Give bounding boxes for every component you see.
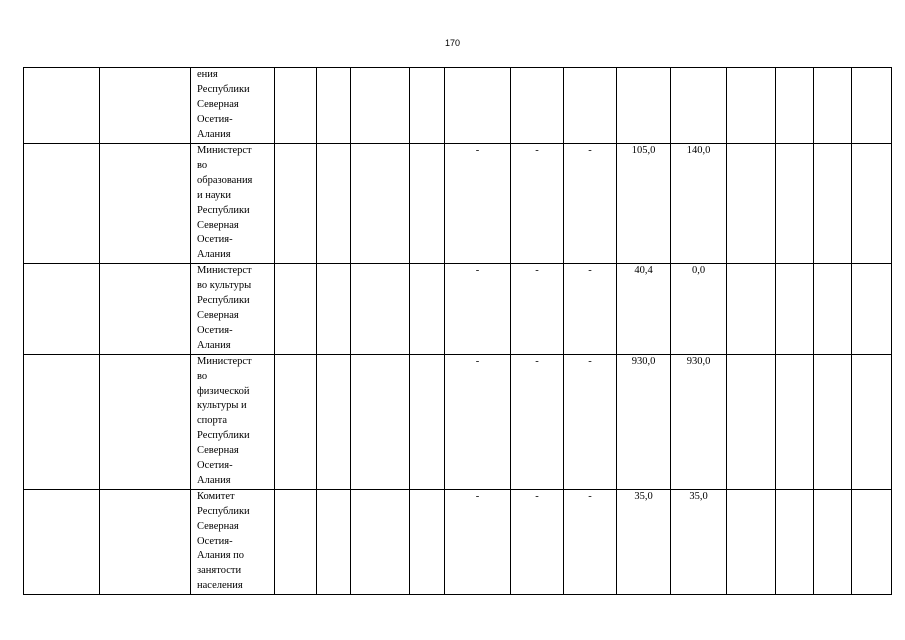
table-row: [24, 354, 892, 489]
table-cell: [351, 68, 410, 144]
table-row: [24, 264, 892, 354]
table-cell: [727, 144, 776, 264]
table-cell: [776, 264, 814, 354]
dash-cell: -: [564, 354, 617, 489]
dash-cell: -: [511, 144, 564, 264]
budget-table: [23, 67, 892, 595]
dash-cell: -: [564, 264, 617, 354]
dash-cell: -: [564, 489, 617, 594]
table-cell: [351, 264, 410, 354]
table-cell: [317, 489, 351, 594]
table-cell: [351, 354, 410, 489]
value-cell: [671, 68, 727, 144]
table-cell: [814, 68, 852, 144]
table-cell: [776, 144, 814, 264]
dash-cell: -: [445, 144, 511, 264]
table-cell: [275, 264, 317, 354]
table-cell: [727, 354, 776, 489]
value-cell: 930,0: [617, 354, 671, 489]
table-cell: [100, 68, 191, 144]
table-cell: [776, 489, 814, 594]
dash-cell: -: [564, 144, 617, 264]
dash-cell: -: [445, 354, 511, 489]
table-cell: [814, 144, 852, 264]
table-cell: [410, 489, 445, 594]
table-cell: [776, 68, 814, 144]
table-cell: [511, 68, 564, 144]
dash-cell: -: [511, 264, 564, 354]
value-cell: 930,0: [671, 354, 727, 489]
table-cell: [24, 489, 100, 594]
table-cell: [317, 68, 351, 144]
table-cell: [351, 489, 410, 594]
table-cell: [24, 354, 100, 489]
table-cell: [317, 144, 351, 264]
table-cell: [275, 144, 317, 264]
table-cell: [24, 264, 100, 354]
organization-name-cell: Министерст во физической культуры и спорта Республики Северная Осетия- Алания: [191, 354, 275, 489]
value-cell: 35,0: [671, 489, 727, 594]
dash-cell: -: [445, 264, 511, 354]
page-number: 170: [444, 38, 461, 48]
table-cell: [727, 68, 776, 144]
table-cell: [100, 489, 191, 594]
table-cell: [24, 144, 100, 264]
table-cell: [275, 354, 317, 489]
value-cell: 40,4: [617, 264, 671, 354]
table-cell: [24, 68, 100, 144]
table-cell: [351, 144, 410, 264]
organization-name-cell: Комитет Республики Северная Осетия- Алания по занятости населения: [191, 489, 275, 594]
table-cell: [445, 68, 511, 144]
value-cell: 35,0: [617, 489, 671, 594]
table-cell: [410, 264, 445, 354]
table-cell: [776, 354, 814, 489]
table-cell: [410, 354, 445, 489]
dash-cell: -: [511, 354, 564, 489]
table-cell: [814, 489, 852, 594]
table-cell: [410, 68, 445, 144]
value-cell: 140,0: [671, 144, 727, 264]
table-cell: [275, 489, 317, 594]
table-cell: [727, 264, 776, 354]
table-row: [24, 489, 892, 594]
table-cell: [852, 144, 892, 264]
table-cell: [100, 144, 191, 264]
organization-name-cell: Министерст во культуры Республики Северная Осетия- Алания: [191, 264, 275, 354]
value-cell: [617, 68, 671, 144]
table-cell: [410, 144, 445, 264]
dash-cell: -: [511, 489, 564, 594]
value-cell: 105,0: [617, 144, 671, 264]
table-cell: [317, 354, 351, 489]
table-row: [24, 68, 892, 144]
table-cell: [814, 354, 852, 489]
organization-name-cell: ения Республики Северная Осетия- Алания: [191, 68, 275, 144]
table-cell: [852, 354, 892, 489]
table-cell: [100, 264, 191, 354]
table-row: [24, 144, 892, 264]
table-cell: [852, 489, 892, 594]
table-cell: [852, 264, 892, 354]
table-cell: [814, 264, 852, 354]
table-cell: [317, 264, 351, 354]
table-cell: [727, 489, 776, 594]
table-cell: [564, 68, 617, 144]
table-cell: [100, 354, 191, 489]
value-cell: 0,0: [671, 264, 727, 354]
table-cell: [275, 68, 317, 144]
table-cell: [852, 68, 892, 144]
dash-cell: -: [445, 489, 511, 594]
organization-name-cell: Министерст во образования и науки Республики Северная Осетия- Алания: [191, 144, 275, 264]
